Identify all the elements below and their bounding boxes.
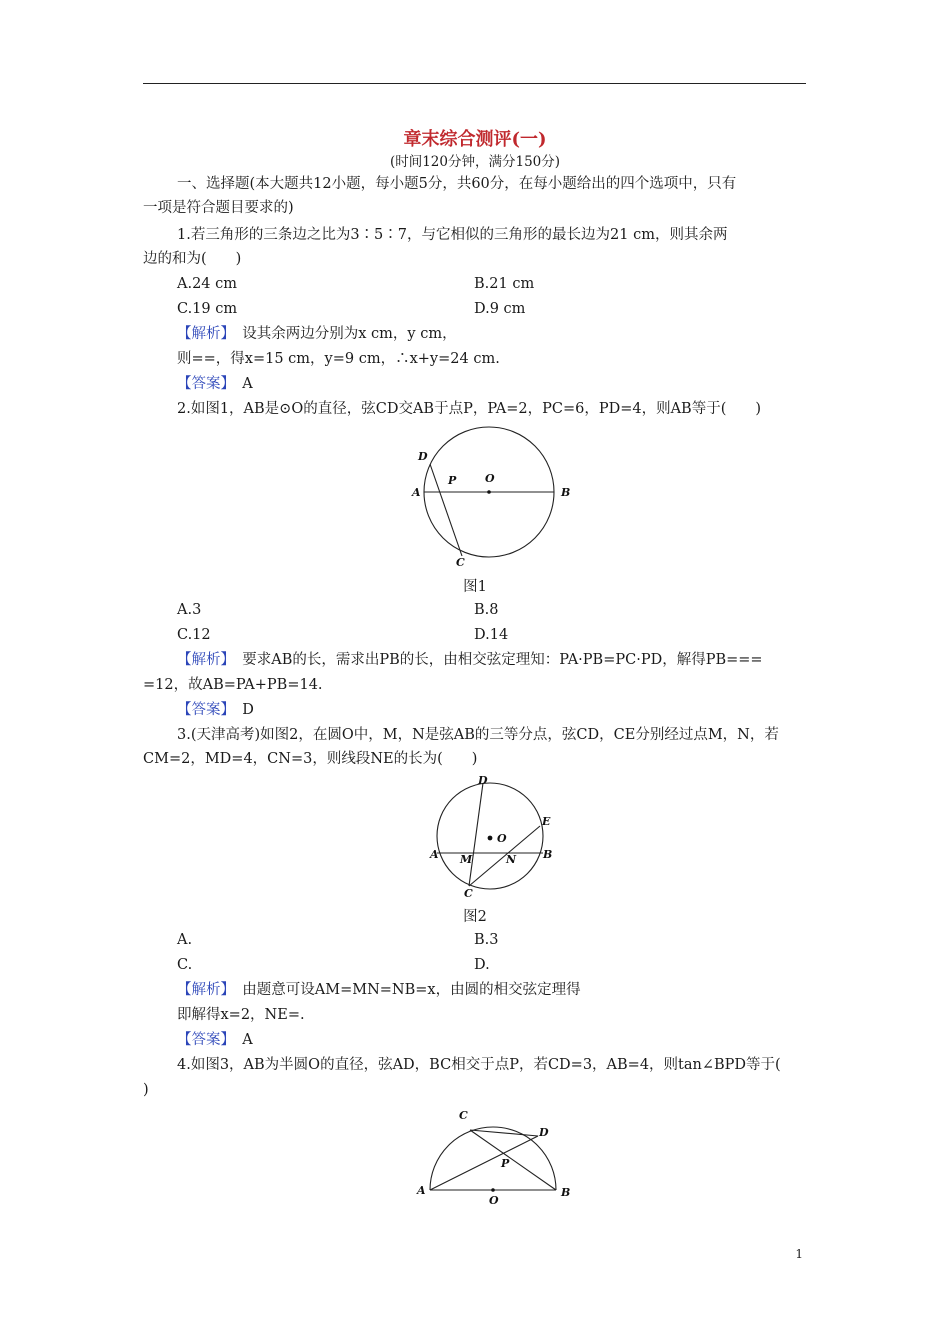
q3-option-b: B.3: [474, 932, 499, 948]
q1-analysis-line2: 则==，得x=15 cm，y=9 cm，∴x+y=24 cm.: [177, 351, 500, 367]
q3-analysis-line2: 即解得x=2，NE=.: [177, 1007, 305, 1023]
figure-1-label-c: C: [456, 556, 465, 569]
q1-answer: [177, 374, 253, 394]
page-subtitle: (时间120分钟，满分150分): [389, 154, 561, 170]
figure-2-label-b: B: [543, 848, 553, 861]
q2-answer-value: D: [242, 702, 254, 718]
q1-option-a: A.24 cm: [177, 276, 238, 292]
q2-option-d: D.14: [474, 627, 509, 643]
figure-3-diagram: [410, 1100, 580, 1210]
page-number: 1: [795, 1247, 803, 1261]
q4-stem-line1: 4.如图3，AB为半圆O的直径，弦AD，BC相交于点P，若CD=3，AB=4，则tan∠BPD等于(: [177, 1057, 781, 1073]
figure-1-label-b: B: [561, 486, 571, 499]
figure-3-label-p: P: [501, 1157, 510, 1170]
figure-2-caption: 图2: [463, 909, 487, 925]
figure-2-label-e: E: [542, 815, 551, 828]
q3-answer-value: A: [242, 1032, 253, 1048]
analysis-tag: 【解析】: [177, 652, 228, 668]
figure-1-label-o: O: [485, 472, 495, 485]
figure-1-label-p: P: [448, 474, 457, 487]
q2-option-b: B.8: [474, 602, 499, 618]
answer-tag: 【答案】: [177, 702, 228, 718]
figure-3-chord-ad: [430, 1136, 538, 1190]
q3-analysis-text1: 由题意可设AM=MN=NB=x，由圆的相交弦定理得: [242, 982, 581, 998]
figure-1-label-d: D: [418, 450, 428, 463]
q1-answer-value: A: [242, 376, 253, 392]
q3-analysis-line1: [177, 980, 581, 1000]
header-rule: [143, 83, 806, 84]
analysis-tag: 【解析】: [177, 326, 228, 342]
figure-3-chord-cd: [470, 1130, 538, 1136]
q2-answer: [177, 700, 254, 720]
figure-1-center-dot: [487, 490, 491, 494]
q1-option-b: B.21 cm: [474, 276, 535, 292]
q3-option-a: A.: [177, 932, 193, 948]
figure-2-diagram: [420, 770, 570, 902]
figure-3-label-a: A: [417, 1184, 426, 1197]
q2-stem-line1: 2.如图1，AB是⊙O的直径，弦CD交AB于点P，PA=2，PC=6，PD=4，则AB等于( ): [177, 401, 762, 417]
analysis-tag: 【解析】: [177, 982, 228, 998]
q3-option-d: D.: [474, 957, 490, 973]
q3-stem-line2: CM=2，MD=4，CN=3，则线段NE的长为( ): [143, 751, 478, 767]
q2-analysis-text1: 要求AB的长，需求出PB的长，由相交弦定理知：PA·PB=PC·PD，解得PB===: [242, 652, 763, 668]
q1-option-c: C.19 cm: [177, 301, 238, 317]
answer-tag: 【答案】: [177, 376, 228, 392]
figure-3-label-d: D: [539, 1126, 549, 1139]
figure-3-label-o: O: [489, 1194, 499, 1207]
figure-2-label-m: M: [460, 853, 473, 866]
figure-2-chord-cd: [469, 783, 483, 886]
q2-option-c: C.12: [177, 627, 211, 643]
q4-stem-line2: ): [143, 1082, 149, 1098]
answer-tag: 【答案】: [177, 1032, 228, 1048]
figure-3-chord-bc: [470, 1130, 556, 1190]
q3-answer: [177, 1030, 253, 1050]
q1-analysis-text1: 设其余两边分别为x cm，y cm，: [242, 326, 457, 342]
figure-1-chord-cd: [430, 464, 462, 556]
figure-2-label-n: N: [506, 853, 517, 866]
figure-2-label-a: A: [430, 848, 439, 861]
q2-option-a: A.3: [177, 602, 202, 618]
figure-1-diagram: [400, 420, 600, 572]
figure-3-label-b: B: [561, 1186, 571, 1199]
figure-2-center-dot: [488, 836, 493, 841]
section-intro-line2: 一项是符合题目要求的): [143, 200, 294, 216]
figure-2-label-c: C: [464, 887, 473, 900]
figure-3-label-c: C: [459, 1109, 468, 1122]
figure-3-center-dot: [491, 1188, 495, 1192]
q1-stem-line2: 边的和为( ): [143, 251, 242, 267]
q3-option-c: C.: [177, 957, 193, 973]
q2-analysis-line2: =12，故AB=PA+PB=14.: [143, 677, 323, 693]
figure-1-label-a: A: [412, 486, 421, 499]
q2-analysis-line1: [177, 650, 763, 670]
q1-stem-line1: 1.若三角形的三条边之比为3∶5∶7，与它相似的三角形的最长边为21 cm，则其余两: [177, 227, 728, 243]
q1-analysis-line1: [177, 324, 457, 344]
page-title: 章末综合测评(一): [403, 129, 547, 150]
figure-1-caption: 图1: [463, 579, 487, 595]
figure-2-label-d: D: [478, 774, 488, 787]
q3-stem-line1: 3.(天津高考)如图2，在圆O中，M，N是弦AB的三等分点，弦CD，CE分别经过点M，N，若: [177, 727, 779, 743]
figure-2-label-o: O: [497, 832, 507, 845]
q1-option-d: D.9 cm: [474, 301, 526, 317]
section-intro-line1: 一、选择题(本大题共12小题，每小题5分，共60分，在每小题给出的四个选项中，只有: [177, 176, 737, 192]
